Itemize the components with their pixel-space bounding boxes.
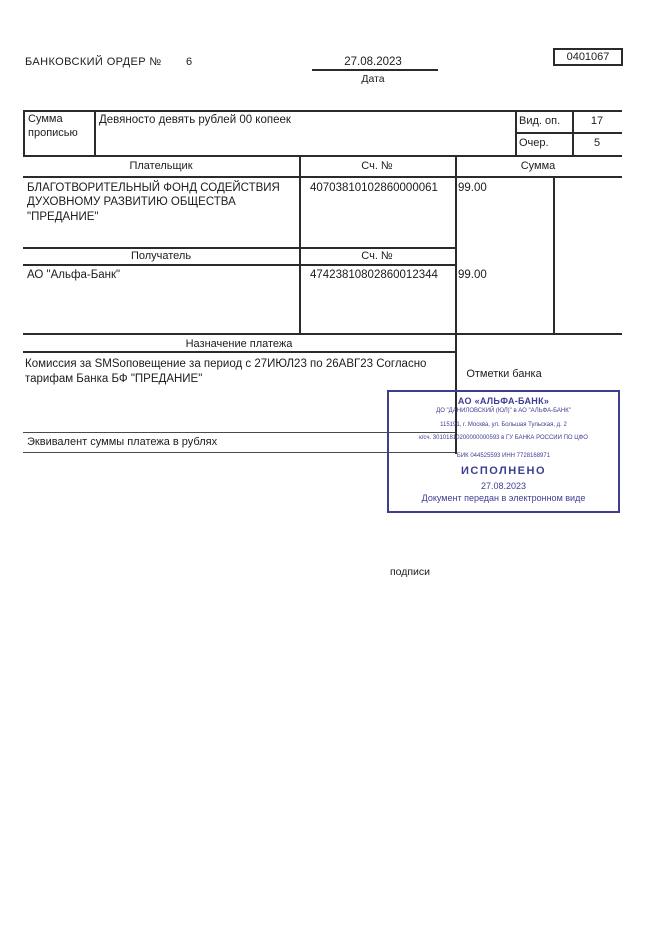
date-label: Дата <box>361 73 385 85</box>
divider-line <box>23 155 622 157</box>
stamp-note: Документ передан в электронном виде <box>421 493 586 504</box>
divider-line <box>23 247 455 249</box>
divider-line <box>23 264 455 266</box>
divider-line <box>515 110 517 155</box>
stamp-bik-inn: БИК 044525593 ИНН 7728168971 <box>456 452 551 459</box>
payer-account-header: Сч. № <box>361 160 393 172</box>
document-title: БАНКОВСКИЙ ОРДЕР № <box>25 56 162 68</box>
divider-line <box>23 110 622 112</box>
divider-line <box>94 110 96 155</box>
divider-line <box>23 110 25 155</box>
recipient-amount: 99.00 <box>458 269 487 281</box>
divider-line <box>299 155 301 335</box>
form-code-box <box>553 48 623 66</box>
amount-words-label: Сумма прописью <box>28 113 78 139</box>
divider-line <box>572 110 574 155</box>
payer-account: 40703810102860000061 <box>310 182 438 194</box>
payer-column-header: Плательщик <box>129 160 193 172</box>
divider-line <box>515 132 622 134</box>
priority-value: 5 <box>593 137 601 149</box>
sum-column-header: Сумма <box>520 160 556 172</box>
recipient-column-header: Получатель <box>130 250 192 262</box>
signatures-label: подписи <box>389 566 431 578</box>
op-type-label: Вид. оп. <box>519 115 561 127</box>
order-number: 6 <box>186 56 193 68</box>
divider-line <box>23 176 622 178</box>
bank-marks-header: Отметки банка <box>466 368 542 380</box>
recipient-account-header: Сч. № <box>361 250 393 262</box>
stamp-corr-account: к/сч. 30101810200000000593 в ГУ БАНКА РОССИИ ПО ЦФО <box>419 435 588 442</box>
divider-line <box>23 333 622 335</box>
stamp-date: 27.08.2023 <box>480 481 527 492</box>
purpose-text: Комиссия за SMSоповещение за период с 27ИЮЛ23 по 26АВГ23 Согласно тарифам Банка БФ "ПРЕДАНИЕ" <box>25 358 427 385</box>
priority-label: Очер. <box>519 137 549 149</box>
equivalent-label: Эквивалент суммы платежа в рублях <box>27 436 218 448</box>
stamp-status: ИСПОЛНЕНО <box>460 465 547 478</box>
stamp-address: 115191, г. Москва, ул. Большая Тульская, д. 2 <box>440 421 567 428</box>
recipient-account: 47423810802860012344 <box>310 269 438 281</box>
date-underline <box>312 69 438 71</box>
bank-stamp <box>387 390 620 513</box>
stamp-bank-name: АО «АЛЬФА-БАНК» <box>457 396 550 406</box>
op-type-value: 17 <box>590 115 604 127</box>
purpose-header: Назначение платежа <box>185 338 293 350</box>
payer-amount: 99.00 <box>458 182 487 194</box>
stamp-branch: ДО "ДАНИЛОВСКИЙ (ЮЛ)" в АО "АЛЬФА-БАНК" <box>436 408 571 414</box>
amount-words-value: Девяносто девять рублей 00 копеек <box>99 114 291 126</box>
divider-line <box>553 176 555 333</box>
form-code: 0401067 <box>566 51 610 63</box>
recipient-name: АО "Альфа-Банк" <box>27 269 121 281</box>
date-value: 27.08.2023 <box>344 56 402 68</box>
payer-name: БЛАГОТВОРИТЕЛЬНЫЙ ФОНД СОДЕЙСТВИЯ ДУХОВНОМУ РАЗВИТИЮ ОБЩЕСТВА "ПРЕДАНИЕ" <box>27 182 280 223</box>
